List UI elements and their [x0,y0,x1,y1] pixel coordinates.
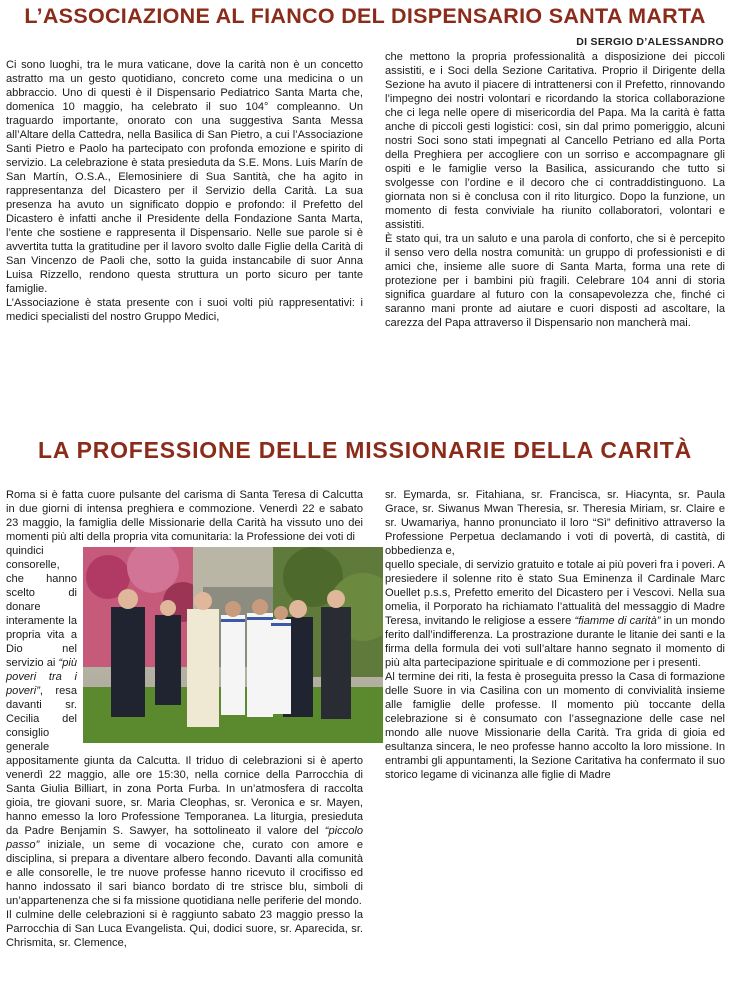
paragraph: È stato qui, tra un saluto e una parola di conforto, che si è percepito il senso vero della nostra comunità: un gruppo di professionisti e di amici che, insieme alle suore di Santa Marta, forma una rete di protezione per i bambini più fragili. Celebrare 104 anni di storia significa guardare al futuro con la consapevolezza che, finché ci saranno mani pronte ad aiutare e cuori disposti ad ascoltare, la carezza del Papa attraverso il Dispensario non mancherà mai. [385,233,725,329]
paragraph: Al termine dei riti, la festa è proseguita presso la Casa di formazione delle Suore in via Casilina con un momento di convivialità insieme alle famiglie delle professe. Il momento più toccante della celebrazione si è consumato con l’assegnazione delle case nel mondo alle nuove Missionarie della Carità. Tra grida di gioia ed esultanza sincera, le neo professe hanno accolto la loro missione. In entrambi gli appuntamenti, la Sezione Caritativa ha confermato il suo storico legame di vicinanza alle figlie di Madre [385,671,725,781]
paragraph: sr. Eymarda, sr. Fitahiana, sr. Francisca, sr. Hiacynta, sr. Paula Grace, sr. Siwanus Mwan Theresia, sr. Theresia Miriam, sr. Claire e sr. Uwamariya, hanno pronunciato il loro “Sì” definitivo attraverso la Professione Perpetua declamando i voti di povertà, di castità, di obbedienza e, [385,489,725,557]
quote: “fiamme di carità” [574,615,661,627]
article2-title: LA PROFESSIONE DELLE MISSIONARIE DELLA CARITÀ [37,437,693,463]
quote: “più poveri tra i poveri” [6,657,77,697]
text-run: in un mondo ferito dall’indifferenza. La prostrazione durante le litanie dei santi e la firma della formula dei voti sull’altare hanno segnato il momento di più alta partecipazione spirituale e di commozione per i presenti. [385,615,725,669]
text-run: quindici consorelle, che hanno scelto di donare interamente la propria vita a Dio nel servizio ai [6,545,77,669]
paragraph: L’Associazione è stata presente con i suoi volti più rappresentativi: i medici specialisti del nostro Gruppo Medici, [6,297,363,323]
paragraph: Il culmine delle celebrazioni si è raggiunto sabato 23 maggio presso la Parrocchia di San Luca Evangelista. Qui, dodici suore, sr. Aparecida, sr. Chrismita, sr. Clemence, [6,909,363,949]
article1-column-1 [6,58,363,324]
paragraph: Ci sono luoghi, tra le mura vaticane, dove la carità non è un concetto astratto ma un gesto quotidiano, concreto come una medicina o un abbraccio. Uno di questi è il Dispensario Pediatrico Santa Marta che, domenica 10 maggio, ha celebrato il suo 104° compleanno. Un traguardo importante, onorato con una suggestiva Santa Messa all’Altare della Cattedra, nella Basilica di San Pietro, a cui l’Associazione Santi Pietro e Paolo ha partecipato con profonda emozione e spirito di servizio. La celebrazione è stata presieduta da S.E. Mons. Luis Marín de San Martín, O.S.A., Elemosiniere di Sua Santità, che ha agito in rappresentanza del Dicastero per il Servizio della Carità. La sua presenza ha avuto un significato doppio e profondo: il Prefetto del Dicastero è infatti anche il Presidente della Fondazione Santa Marta, l’ente che sostiene e rappresenta il Dispensario. Nelle sue parole si è avvertita tutta la gratitudine per il lavoro svolto dalle Figlie della Carità di San Vincenzo de Paoli che, sotto la guida instancabile di suor Anna Luisa Rizzello, rendono questa struttura un porto sicuro per tante famiglie. [6,59,363,295]
byline: DI SERGIO D’ALESSANDRO [576,36,724,48]
quote: “piccolo passo” [6,825,364,851]
text-run: quello speciale, di servizio gratuito e totale ai più poveri fra i poveri. A presiedere il solenne rito è stato Sua Eminenza il Cardinale Marc Ouellet p.s.s, Prefetto emerito del Dicastero per i Vescovi. Nella sua omelia, il Porporato ha richiamato l’attualità del messaggio di Madre Teresa, invitando le religiose a essere [385,559,725,627]
paragraph: che mettono la propria professionalità a disposizione dei piccoli assistiti, e i Soci della Sezione Caritativa. Proprio il Dirigente della Sezione ha avuto il piacere di intrattenersi con il Prefetto, rinnovando l’impegno dei nostri volontari e ricordando la storica collaborazione che ci lega nelle opere di misericordia del Papa. Ma la carità è fatta anche di piccoli gesti logistici: così, sin dal primo pomeriggio, alcuni nostri Soci sono stati impegnati al Cancello Petriano ed alla Porta della Preghiera per accogliere con un sorriso e accompagnare gli ospiti e le famiglie verso la Basilica, assicurando che tutto si svolgesse con l’ordine e il decoro che ci contraddistinguono. La giornata non si è conclusa con il rito liturgico. Dopo la funzione, un momento di festa conviviale ha riunito collaboratori, volontari e assistiti. [385,51,725,231]
paragraph: Roma si è fatta cuore pulsante del carisma di Santa Teresa di Calcutta in due giorni di intensa preghiera e commozione. Venerdì 22 e sabato 23 maggio, la famiglia delle Missionarie della Carità ha vissuto uno dei momenti più alti della propria vita comunitaria: la Professione dei voti di [6,489,363,543]
article2-column-2 [385,488,725,782]
article1-title: L’ASSOCIAZIONE AL FIANCO DEL DISPENSARIO SANTA MARTA [24,4,706,28]
paragraph [385,558,725,670]
text-run: iniziale, un seme di vocazione che, curato con amore e disciplina, si prepara a diventare albero fecondo. Davanti alla comunità e alle consorelle, le tre nuove professe hanno ricevuto il crocifisso ed hanno indossato il sari bianco bordato di tre strisce blu, simboli di un’appartenenza che si fa missione quotidiana nelle periferie del mondo. [6,839,363,907]
text-run: , resa davanti sr. Cecilia del consiglio generale appositamente giunta da Calcutta. Il triduo di celebrazioni si è aperto venerdì 22 maggio, alle ore 15:30, nella cornice della Parrocchia di Santa Giulia Billiart, in zona Porta Furba. In un’atmosfera di raccolta gioia, tre giovani suore, sr. Maria Cleophas, sr. Veronica e sr. Mayen, hanno emesso la loro Professione Temporanea. La liturgia, presieduta da Padre Benjamin S. Sawyer, ha sottolineato il valore del [6,685,363,837]
photo-space [195,561,375,757]
article1-column-2 [385,50,725,330]
